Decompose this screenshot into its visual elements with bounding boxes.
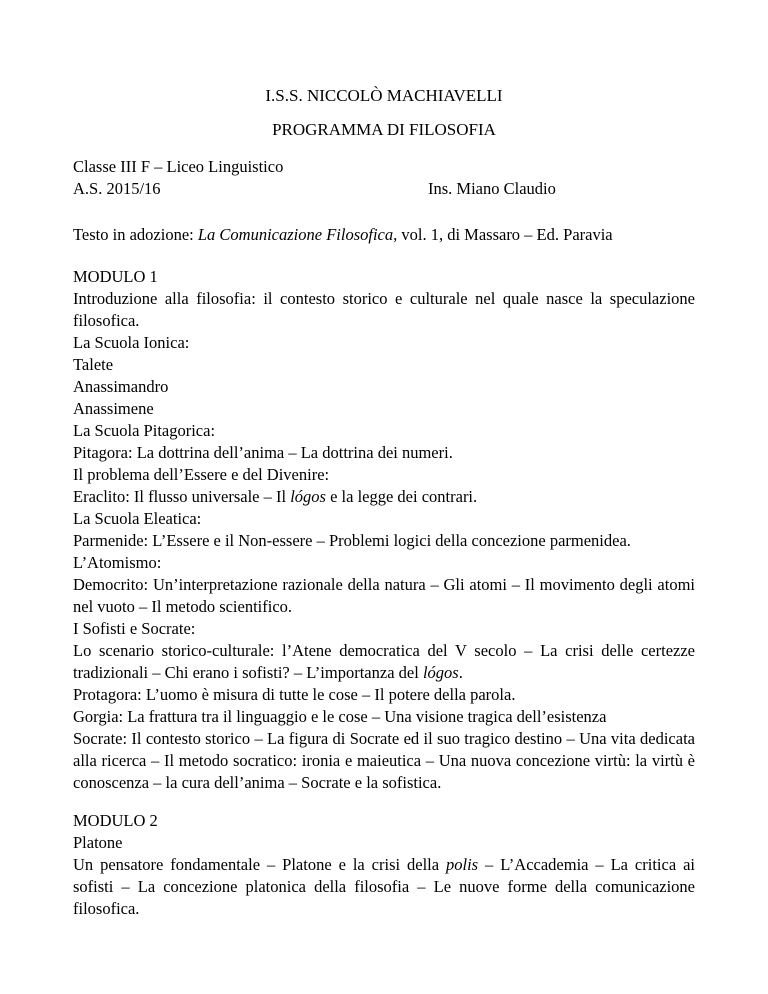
anaximander: Anassimandro [73,377,169,396]
ionic-school: La Scuola Ionica: [73,333,190,352]
textbook-line [73,224,695,246]
textbook-title: La Comunicazione Filosofica [197,225,394,244]
school-year: A.S. 2015/16 [73,179,161,198]
module-2 [73,810,695,920]
gorgias: Gorgia: La frattura tra il linguaggio e le cose – Una visione tragica dell’esistenza [73,707,607,726]
module-2-heading: MODULO 2 [73,811,158,830]
anaximenes: Anassimene [73,399,154,418]
class-info [73,156,695,200]
protagoras: Protagora: L’uomo è misura di tutte le cose – Il potere della parola. [73,685,516,704]
atomism: L’Atomismo: [73,553,162,572]
intro-paragraph: Introduzione alla filosofia: il contesto storico e culturale nel quale nasce la speculazione filosofica. [73,289,695,330]
school-title: I.S.S. NICCOLÒ MACHIAVELLI [265,86,503,105]
module-1 [73,266,695,794]
plato-subject: Platone [73,833,123,852]
pythagorean-school: La Scuola Pitagorica: [73,421,216,440]
module-1-heading: MODULO 1 [73,267,158,286]
parmenides: Parmenide: L’Essere e il Non-essere – Problemi logici della concezione parmenidea. [73,531,631,550]
textbook-suffix: , vol. 1, di Massaro – Ed. Paravia [393,225,613,244]
textbook-prefix: Testo in adozione: [73,225,198,244]
eleatic-school: La Scuola Eleatica: [73,509,202,528]
historical-scenario: Lo scenario storico-culturale: l’Atene democratica del V secolo – La crisi delle certezze tradizionali – Chi erano i sofisti? – L’importanza del lógos. [73,641,695,682]
being-becoming: Il problema dell’Essere e del Divenire: [73,465,330,484]
democritus: Democrito: Un’interpretazione razionale della natura – Gli atomi – Il movimento degli atomi nel vuoto – Il metodo scientifico. [73,575,695,616]
program-title: PROGRAMMA DI FILOSOFIA [272,120,496,139]
sophists-socrates: I Sofisti e Socrate: [73,619,196,638]
teacher-name: Ins. Miano Claudio [428,179,556,198]
heraclitus: Eraclito: Il flusso universale – Il lógos e la legge dei contrari. [73,487,478,506]
pythagoras: Pitagora: La dottrina dell’anima – La dottrina dei numeri. [73,443,453,462]
plato-paragraph: Un pensatore fondamentale – Platone e la crisi della polis – L’Accademia – La critica ai sofisti – La concezione platonica della filosofia – Le nuove forme della comunicazione filosofica. [73,855,695,918]
socrates: Socrate: Il contesto storico – La figura di Socrate ed il suo tragico destino – Una vita dedicata alla ricerca – Il metodo socratico: ironia e maieutica – Una nuova concezione virtù: la virtù è conoscenza – la cura dell’anima – Socrate e la sofistica. [73,729,695,792]
class-label: Classe III F – Liceo Linguistico [73,157,284,176]
thales: Talete [73,355,114,374]
